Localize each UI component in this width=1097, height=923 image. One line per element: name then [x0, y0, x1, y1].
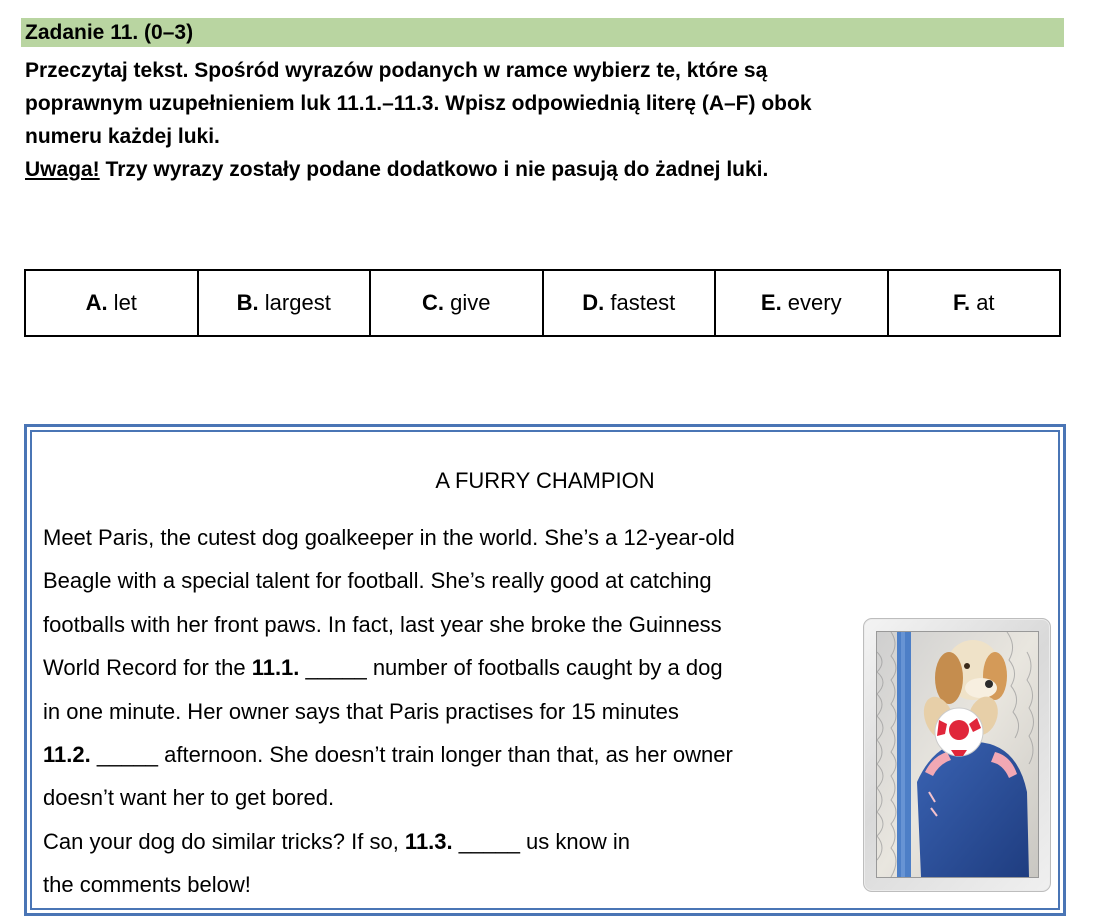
dog-goalkeeper-illustration — [877, 632, 1038, 877]
word-option-word: give — [444, 290, 491, 315]
article-line — [43, 820, 863, 863]
word-option-e — [715, 270, 888, 336]
article-text: us know in — [526, 828, 630, 854]
word-option-letter: F. — [952, 290, 971, 315]
article-text: World Record for the — [43, 655, 252, 681]
article-line: the comments below! — [43, 872, 251, 898]
text-frame — [24, 424, 1066, 916]
article-text: Can your dog do similar tricks? If so, — [43, 828, 405, 854]
photo-frame — [863, 618, 1051, 892]
football-patch — [949, 720, 969, 740]
text-frame-inner — [30, 430, 1060, 910]
article-line: Beagle with a special talent for football. She’s really good at catching — [43, 568, 712, 594]
word-option-word: let — [107, 290, 137, 315]
gap-blank-11-3[interactable]: _____ — [452, 828, 527, 854]
word-option-word: every — [781, 290, 842, 315]
word-option-letter: E. — [760, 290, 782, 315]
word-option-d — [543, 270, 716, 336]
dog-eye — [964, 663, 970, 669]
word-option-word: largest — [258, 290, 331, 315]
dog-ear-left — [935, 652, 963, 704]
task-instructions — [25, 54, 1065, 186]
article-title: A FURRY CHAMPION — [435, 468, 655, 493]
word-option-letter: D. — [582, 290, 605, 315]
article-text: number of footballs caught by a dog — [372, 655, 723, 681]
word-option-letter: B. — [236, 290, 259, 315]
word-option-f — [888, 270, 1061, 336]
word-option-b — [198, 270, 371, 336]
article-line — [43, 646, 863, 689]
word-option-letter: C. — [422, 290, 444, 315]
word-option-a — [25, 270, 198, 336]
word-option-word: fastest — [604, 290, 676, 315]
note-text: Trzy wyrazy zostały podane dodatkowo i nie pasują do żadnej luki. — [99, 158, 769, 181]
gap-blank-11-1[interactable]: _____ — [299, 655, 373, 681]
word-option-letter: A. — [85, 290, 108, 315]
article-line: footballs with her front paws. In fact, last year she broke the Guinness — [43, 611, 722, 637]
article-line: doesn’t want her to get bored. — [43, 785, 335, 811]
article-line — [43, 733, 863, 776]
gap-number-11-2: 11.2. — [43, 742, 91, 768]
article-line: in one minute. Her owner says that Paris practises for 15 minutes — [43, 698, 679, 724]
article-text: afternoon. She doesn’t train longer than that, as her owner — [164, 742, 733, 768]
dog-goalkeeper-photo — [876, 631, 1039, 878]
dog-muzzle — [965, 678, 997, 698]
task-title: Zadanie 11. (0–3) — [25, 21, 194, 44]
word-box — [24, 269, 1061, 337]
gap-number-11-1: 11.1. — [251, 655, 300, 681]
instruction-line: poprawnym uzupełnieniem luk 11.1.–11.3. Wpisz odpowiednią literę (A–F) obok — [25, 92, 812, 115]
instruction-line: Przeczytaj tekst. Spośród wyrazów podanych w ramce wybierz te, które są — [25, 59, 768, 82]
note-label: Uwaga! — [25, 158, 100, 181]
article-line: Meet Paris, the cutest dog goalkeeper in the world. She’s a 12-year-old — [43, 525, 735, 550]
word-option-c — [370, 270, 543, 336]
article-body — [43, 516, 863, 907]
word-option-word: at — [970, 290, 995, 315]
dog-nose — [985, 680, 993, 688]
goal-post-highlight — [901, 632, 905, 877]
instruction-note — [25, 153, 1065, 186]
gap-number-11-3: 11.3. — [404, 828, 453, 854]
instruction-line: numeru każdej luki. — [25, 125, 220, 148]
gap-blank-11-2[interactable]: _____ — [90, 742, 165, 768]
